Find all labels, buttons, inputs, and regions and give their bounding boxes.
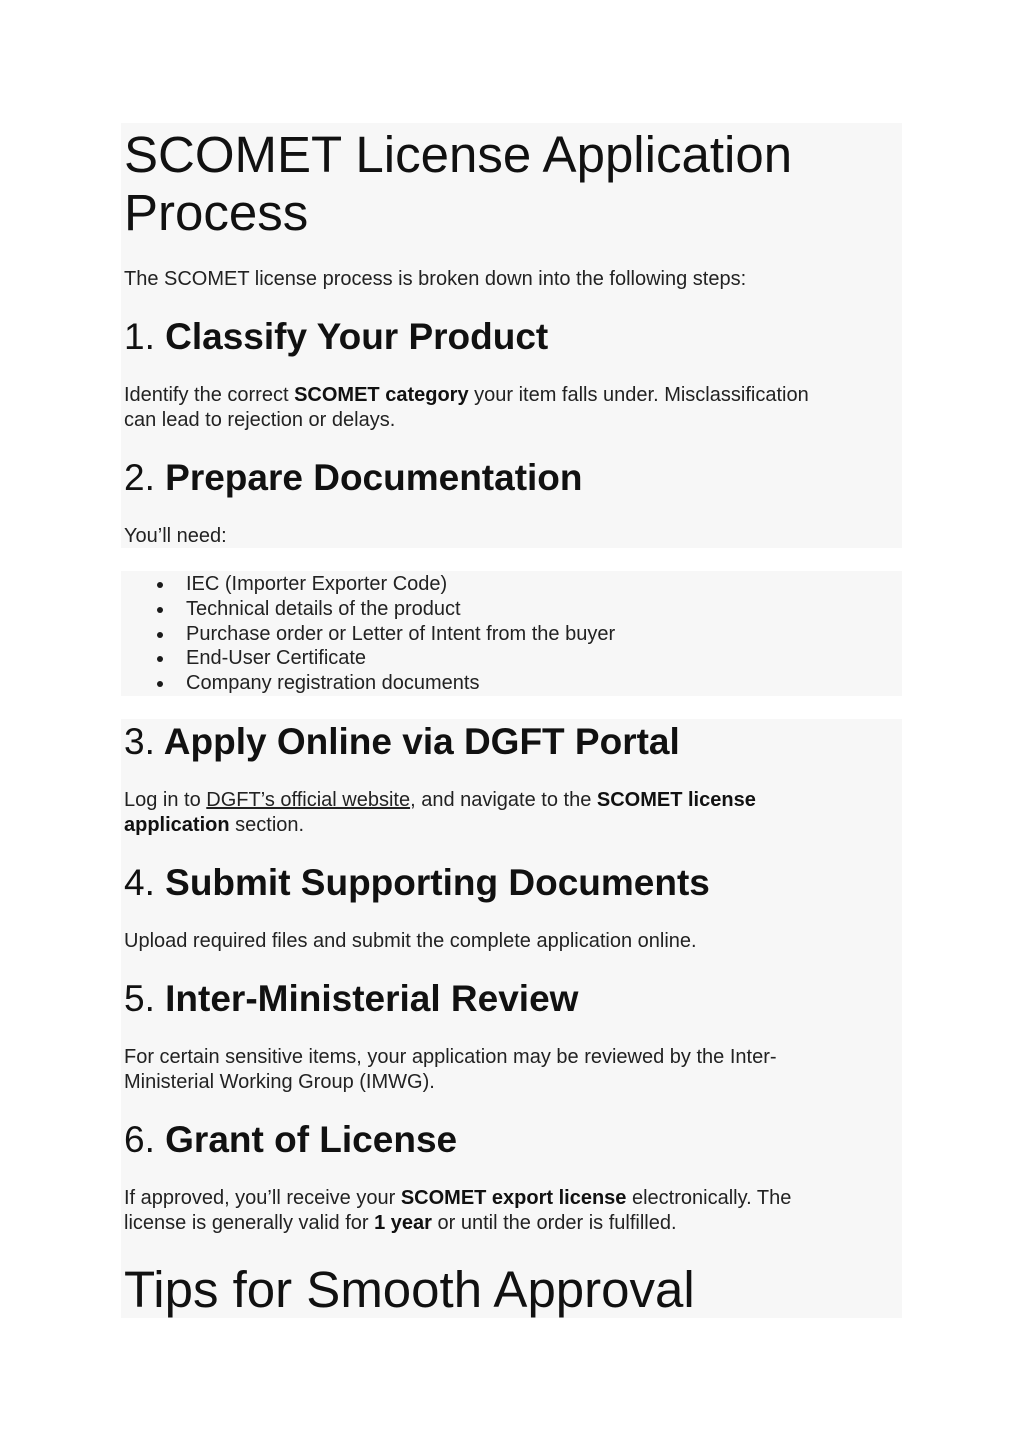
bullet-icon bbox=[157, 607, 163, 613]
step-5-body-line-2: Ministerial Working Group (IMWG). bbox=[124, 1071, 435, 1093]
step-3-text-3: section. bbox=[229, 814, 305, 836]
list-item bbox=[124, 646, 615, 671]
step-1-text-2: your item falls under. Misclassification bbox=[468, 384, 809, 406]
step-6-text-4: or until the order is fulfilled. bbox=[431, 1212, 677, 1234]
list-item bbox=[124, 597, 615, 622]
page-title-line-2: Process bbox=[124, 184, 309, 241]
step-2-heading bbox=[124, 456, 583, 500]
intro-text: The SCOMET license process is broken down into the following steps: bbox=[124, 268, 747, 290]
step-5-heading bbox=[124, 977, 578, 1021]
step-3-text: Log in to bbox=[124, 789, 207, 811]
step-1-text: Identify the correct bbox=[124, 384, 295, 406]
step-4-heading bbox=[124, 861, 710, 905]
step-6-text: If approved, you’ll receive your bbox=[124, 1187, 401, 1209]
page-title-line-1: SCOMET License Application bbox=[124, 126, 793, 183]
step-6-heading bbox=[124, 1118, 457, 1162]
step-5-number: 5. bbox=[124, 978, 155, 1019]
bullet-icon bbox=[157, 656, 163, 662]
step-3-bold: SCOMET license bbox=[596, 789, 756, 811]
step-6-bold-2: 1 year bbox=[374, 1212, 432, 1234]
step-2-number: 2. bbox=[124, 457, 155, 498]
step-3-text-2: , and navigate to the bbox=[410, 789, 597, 811]
step-6-body-line-2 bbox=[124, 1211, 677, 1236]
bullet-icon bbox=[157, 632, 163, 638]
step-1-number: 1. bbox=[124, 316, 155, 357]
step-2-title: Prepare Documentation bbox=[165, 457, 583, 498]
step-3-bold-2: application bbox=[124, 814, 230, 836]
step-1-heading bbox=[124, 315, 548, 359]
step-6-text-3: license is generally valid for bbox=[124, 1212, 375, 1234]
step-6-title: Grant of License bbox=[165, 1119, 458, 1160]
step-6-text-2: electronically. The bbox=[626, 1187, 792, 1209]
step-6-body-line-1 bbox=[124, 1186, 791, 1211]
bullet-icon bbox=[157, 582, 163, 588]
step-1-bold: SCOMET category bbox=[294, 384, 469, 406]
list-item bbox=[124, 622, 615, 647]
list-item-text: Purchase order or Letter of Intent from the buyer bbox=[186, 622, 616, 645]
step-4-title: Submit Supporting Documents bbox=[165, 862, 710, 903]
step-3-body-line-2 bbox=[124, 813, 304, 838]
step-6-bold: SCOMET export license bbox=[400, 1187, 627, 1209]
dgft-website-link[interactable]: DGFT’s official website bbox=[206, 789, 411, 811]
step-3-body-line-1 bbox=[124, 788, 756, 813]
step-2-body: You’ll need: bbox=[124, 525, 227, 547]
step-6-number: 6. bbox=[124, 1119, 155, 1160]
list-item bbox=[124, 671, 615, 696]
bullet-icon bbox=[157, 681, 163, 687]
step-3-title: Apply Online via DGFT Portal bbox=[163, 721, 680, 762]
list-item bbox=[124, 572, 615, 597]
list-item-text: Technical details of the product bbox=[186, 597, 461, 620]
step-3-number: 3. bbox=[124, 721, 155, 762]
step-1-body-line-2: can lead to rejection or delays. bbox=[124, 409, 396, 431]
list-item-text: Company registration documents bbox=[186, 672, 480, 695]
list-item-text: End-User Certificate bbox=[186, 647, 367, 670]
tips-heading: Tips for Smooth Approval bbox=[124, 1261, 695, 1318]
documents-list bbox=[124, 572, 615, 696]
step-1-body-line-1 bbox=[124, 383, 809, 408]
step-4-number: 4. bbox=[124, 862, 155, 903]
step-5-body-line-1: For certain sensitive items, your application may be reviewed by the Inter- bbox=[124, 1046, 777, 1068]
step-4-body: Upload required files and submit the complete application online. bbox=[124, 930, 697, 952]
step-5-title: Inter-Ministerial Review bbox=[165, 978, 579, 1019]
step-3-heading bbox=[124, 720, 680, 764]
list-item-text: IEC (Importer Exporter Code) bbox=[186, 573, 448, 595]
step-1-title: Classify Your Product bbox=[165, 316, 549, 357]
